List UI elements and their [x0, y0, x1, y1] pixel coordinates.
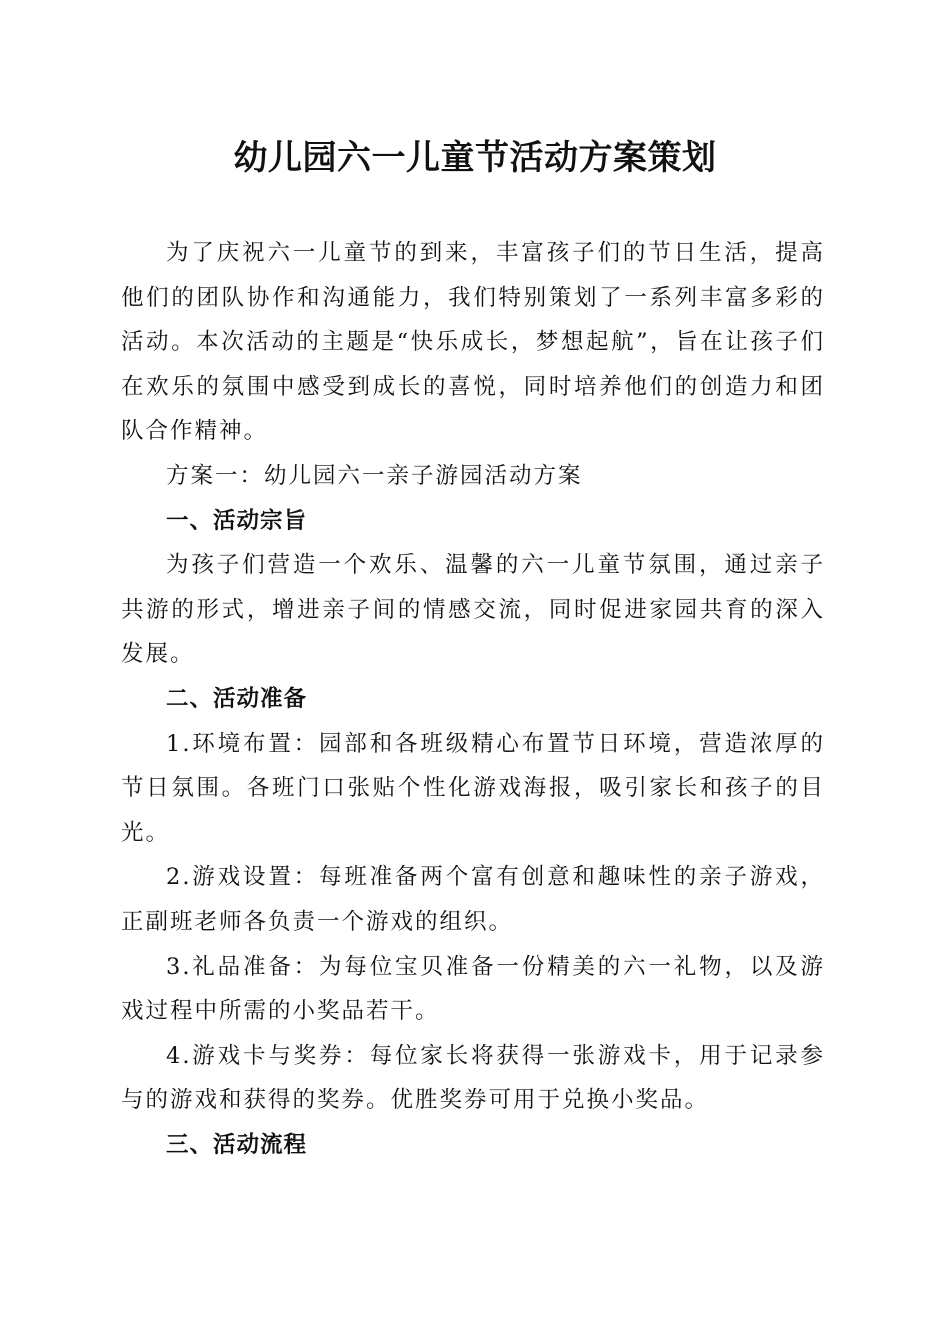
purpose-paragraph: 为孩子们营造一个欢乐、温馨的六一儿童节氛围，通过亲子共游的形式，增进亲子间的情感交流，同时促进家园共育的深入发展。 — [121, 552, 825, 668]
preparation-item-gifts: 3.礼品准备：为每位宝贝准备一份精美的六一礼物，以及游戏过程中所需的小奖品若干。 — [121, 953, 825, 1025]
intro-paragraph: 为了庆祝六一儿童节的到来，丰富孩子们的节日生活，提高他们的团队协作和沟通能力，我们特别策划了一系列丰富多彩的活动。本次活动的主题是“快乐成长，梦想起航”，旨在让孩子们在欢乐的氛围中感受到成长的喜悦，同时培养他们的创造力和团队合作精神。 — [121, 240, 825, 445]
plan-one-subtitle: 方案一：幼儿园六一亲子游园活动方案 — [166, 462, 583, 489]
preparation-item-game-cards: 4.游戏卡与奖券：每位家长将获得一张游戏卡，用于记录参与的游戏和获得的奖券。优胜奖券可用于兑换小奖品。 — [121, 1042, 825, 1114]
preparation-item-games: 2.游戏设置：每班准备两个富有创意和趣味性的亲子游戏，正副班老师各负责一个游戏的组织。 — [121, 864, 825, 935]
section-heading-purpose: 一、活动宗旨 — [166, 507, 308, 534]
section-heading-process: 三、活动流程 — [166, 1131, 308, 1158]
document-body — [121, 231, 825, 1167]
preparation-item-environment: 1.环境布置：园部和各班级精心布置节日环境，营造浓厚的节日氛围。各班门口张贴个性化游戏海报，吸引家长和孩子的目光。 — [121, 730, 825, 846]
document-title: 幼儿园六一儿童节活动方案策划 — [233, 138, 717, 178]
section-heading-preparation: 二、活动准备 — [166, 685, 308, 712]
